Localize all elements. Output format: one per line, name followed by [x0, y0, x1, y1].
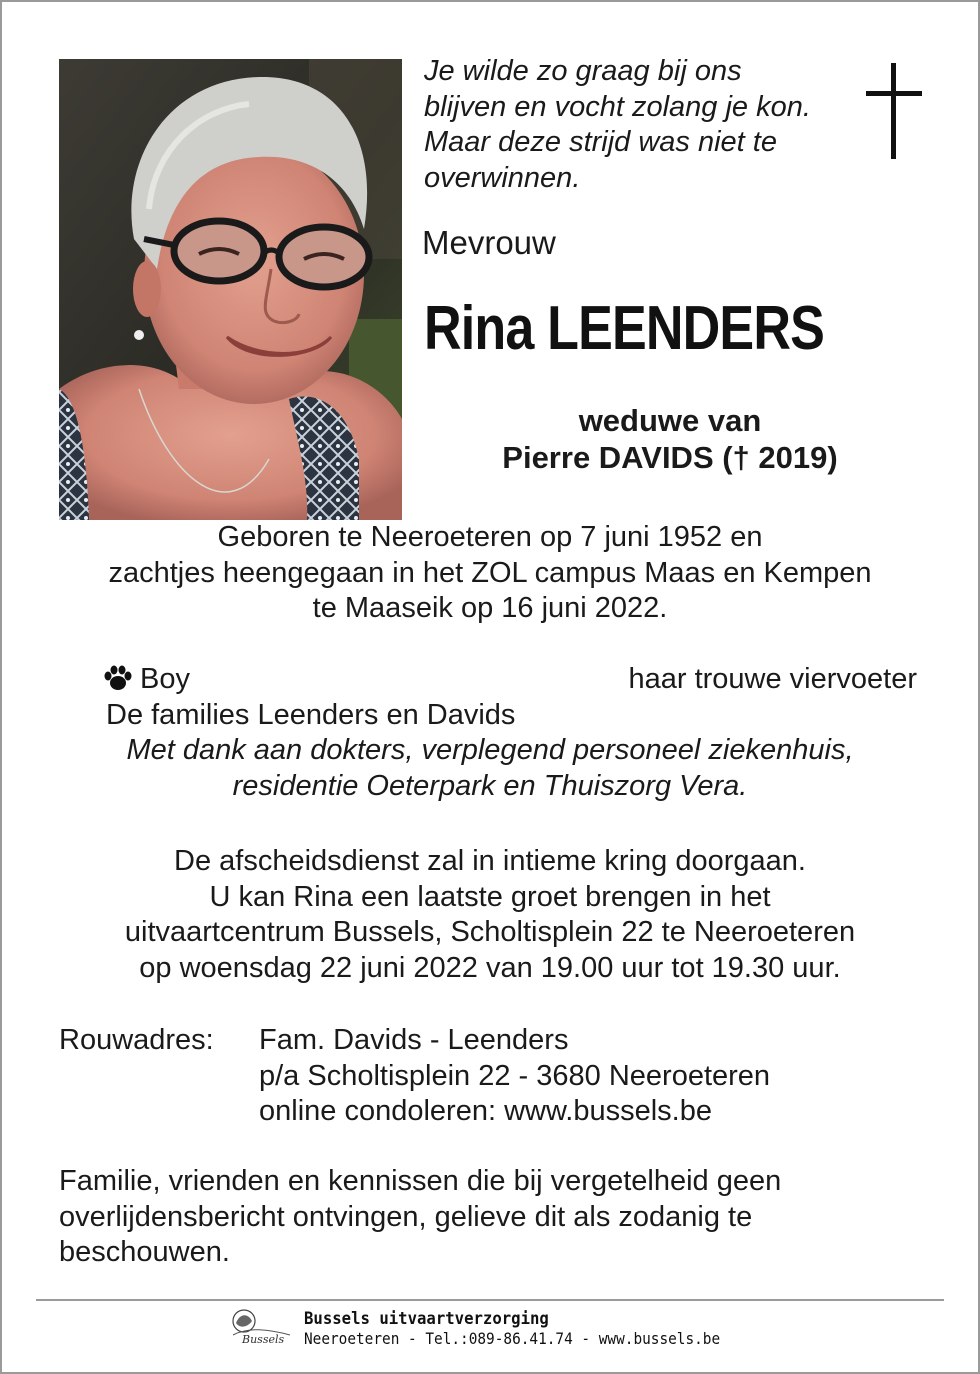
text-line: Met dank aan dokters, verplegend personeel ziekenhuis,: [126, 734, 854, 766]
salutation: Mevrouw: [422, 224, 556, 261]
families-text: De families Leenders en Davids: [106, 699, 516, 731]
spouse-name: Pierre DAVIDS († 2019): [502, 440, 838, 475]
text-line: zachtjes heengegaan in het ZOL campus Maas en Kempen: [108, 556, 872, 589]
service-text: [40, 844, 940, 986]
footer-company-name: Bussels uitvaartverzorging: [304, 1309, 549, 1329]
thanks-text: [40, 733, 940, 804]
deceased-name: Rina LEENDERS: [424, 294, 825, 363]
notice-text: [59, 1164, 859, 1271]
text-line: overlijdensbericht ontvingen, gelieve dit als zodanig te: [59, 1200, 753, 1233]
poem-line: Je wilde zo graag bij ons: [424, 55, 742, 87]
text-line: U kan Rina een laatste groet brengen in het: [209, 880, 771, 913]
widow-of-block: [430, 402, 910, 476]
address-line: Fam. Davids - Leenders: [259, 1024, 569, 1056]
logo-text: Bussels: [242, 1333, 285, 1346]
birth-death-text: [40, 520, 940, 627]
text-line: te Maaseik op 16 juni 2022.: [312, 592, 668, 624]
text-line: Familie, vrienden en kennissen die bij vergetelheid geen: [59, 1165, 782, 1197]
mourning-address: [259, 1023, 770, 1130]
poem-line: overwinnen.: [424, 161, 581, 194]
pet-entry: [104, 662, 190, 698]
company-logo: [228, 1305, 296, 1349]
portrait-photo: [59, 59, 402, 520]
text-line: residentie Oeterpark en Thuiszorg Vera.: [232, 769, 748, 802]
cross-icon: [866, 63, 922, 159]
text-line: op woensdag 22 juni 2022 van 19.00 uur tot 19.30 uur.: [139, 951, 841, 984]
poem-line: Maar deze strijd was niet te: [424, 126, 777, 158]
poem-line: blijven en vocht zolang je kon.: [424, 90, 811, 123]
pet-name: Boy: [140, 663, 190, 695]
footer-contact: Neeroeteren - Tel.:089-86.41.74 - www.bussels.be: [304, 1329, 721, 1348]
paw-icon: [104, 665, 132, 691]
address-line: p/a Scholtisplein 22 - 3680 Neeroeteren: [259, 1059, 771, 1092]
text-line: Geboren te Neeroeteren op 7 juni 1952 en: [217, 521, 763, 553]
poem-quote: [424, 54, 864, 196]
widow-of-label: weduwe van: [578, 403, 762, 438]
address-label: Rouwadres:: [59, 1024, 214, 1056]
pet-description: haar trouwe viervoeter: [628, 663, 917, 695]
text-line: beschouwen.: [59, 1236, 230, 1268]
footer-divider: [36, 1299, 944, 1301]
address-line: online condoleren: www.bussels.be: [259, 1095, 712, 1127]
text-line: De afscheidsdienst zal in intieme kring doorgaan.: [174, 845, 806, 877]
text-line: uitvaartcentrum Bussels, Scholtisplein 22 te Neeroeteren: [124, 916, 856, 948]
